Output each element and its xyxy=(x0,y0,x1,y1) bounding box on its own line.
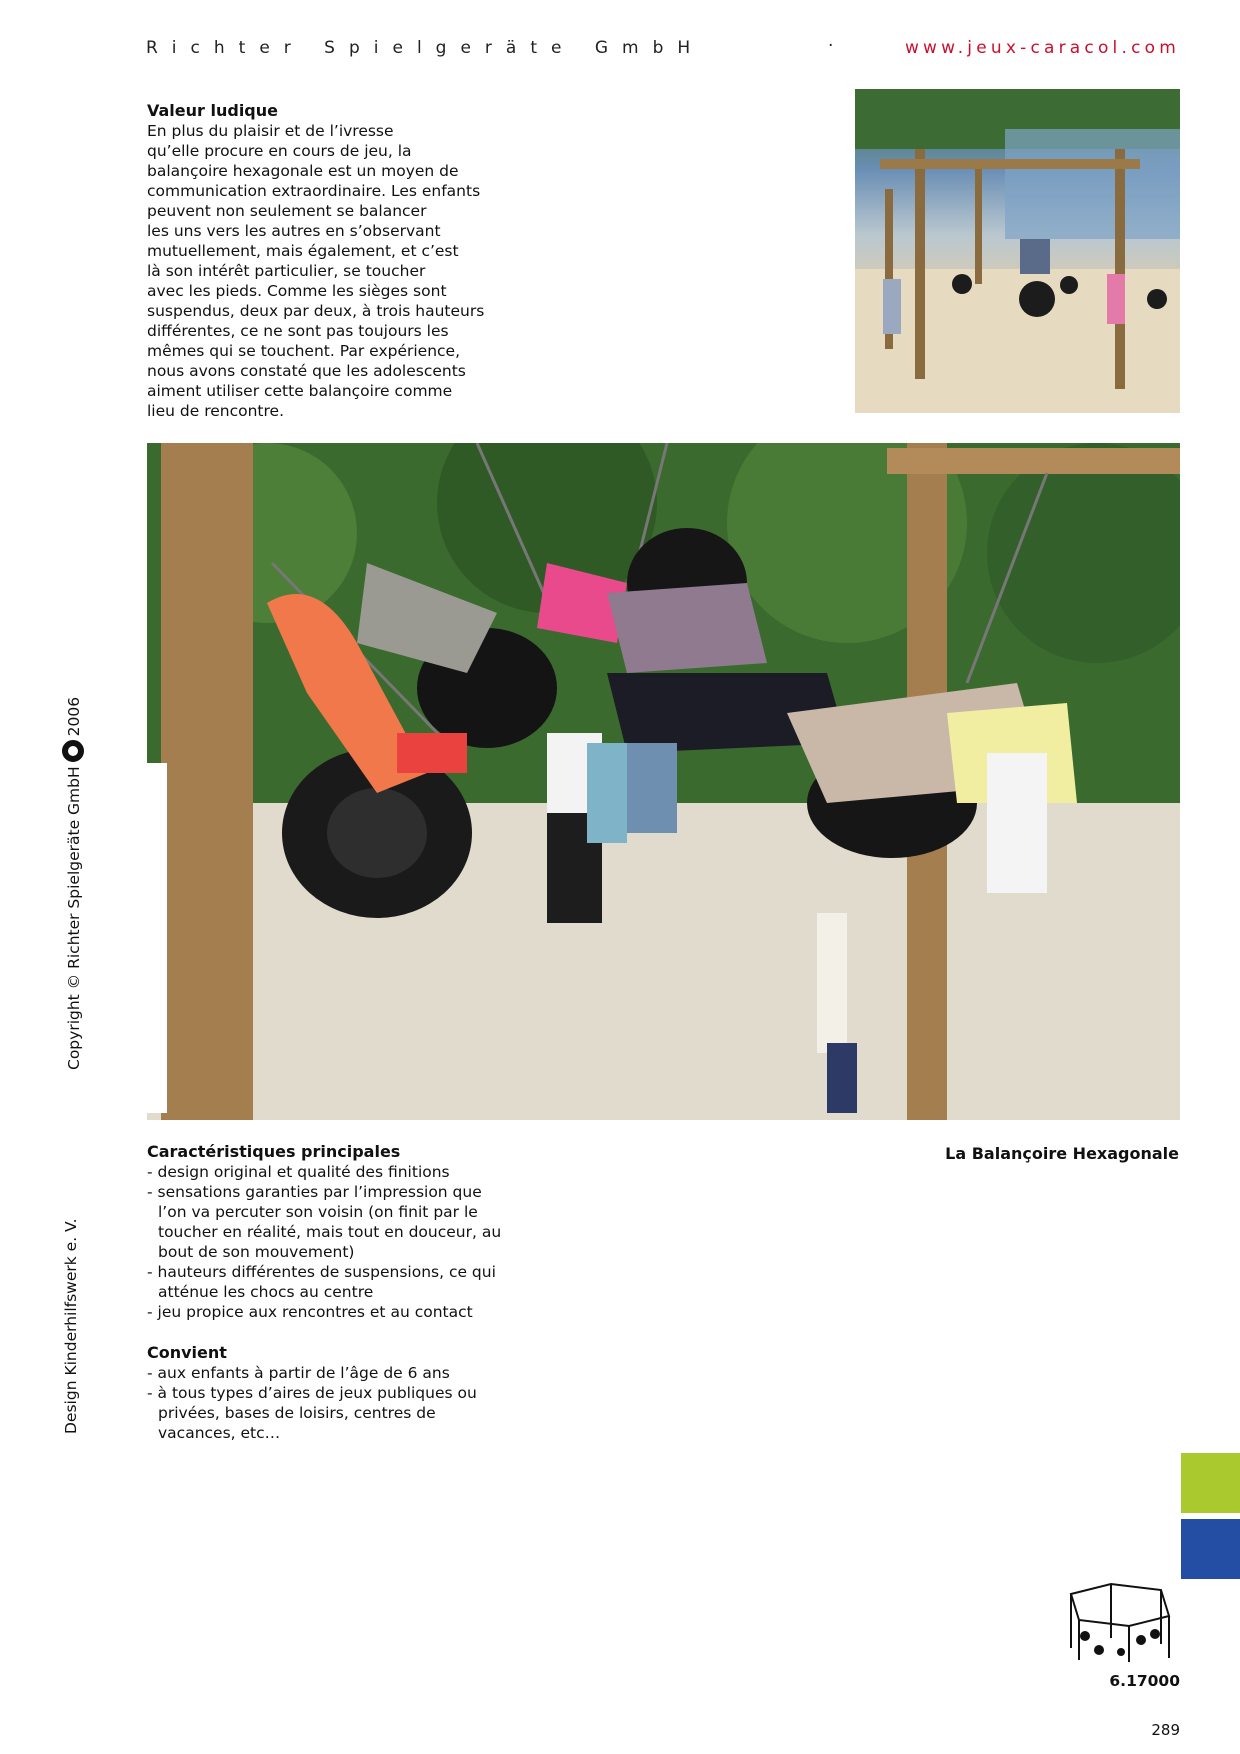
suitability-section xyxy=(147,1343,507,1443)
suitability-list xyxy=(147,1363,507,1443)
category-tab-green xyxy=(1181,1453,1240,1513)
product-code: 6.17000 xyxy=(1109,1672,1180,1690)
suitability-item: - à tous types d’aires de jeux publiques ou privées, bases de loisirs, centres de vacances, etc… xyxy=(147,1383,507,1443)
copyright-text: Copyright © Richter Spielgeräte GmbH xyxy=(65,766,83,1070)
copyright-year: 2006 xyxy=(65,696,83,737)
feature-item: - hauteurs différentes de suspensions, ce qui atténue les chocs au centre xyxy=(147,1262,507,1302)
feature-item: - design original et qualité des finitions xyxy=(147,1162,507,1182)
intro-section xyxy=(147,101,487,421)
copyright-notice xyxy=(62,697,84,1070)
features-section xyxy=(147,1142,507,1322)
page-number: 289 xyxy=(1151,1721,1180,1739)
design-credit: Design Kinderhilfswerk e. V. xyxy=(62,1218,80,1434)
intro-text: En plus du plaisir et de l’ivresse qu’elle procure en cours de jeu, la balançoire hexagonale est un moyen de communication extraordinaire. Les enfants peuvent non seulement se balancer les uns vers les autres en s’observant mutuellement, mais également, et c’est là son intérêt particulier, se toucher avec les pieds. Comme les sièges sont suspendus, deux par deux, à trois hauteurs différentes, ce ne sont pas toujours les mêmes qui se touchent. Par expérience, nous avons constaté que les adolescents aiment utiliser cette balançoire comme lieu de rencontre. xyxy=(147,122,485,420)
features-list xyxy=(147,1162,507,1322)
header-separator: · xyxy=(828,36,834,56)
website-link[interactable]: www.jeux-caracol.com xyxy=(904,38,1180,58)
category-tab-blue xyxy=(1181,1519,1240,1579)
playground-overview-photo xyxy=(855,89,1180,413)
company-name: Richter Spielgeräte GmbH xyxy=(146,38,705,58)
intro-heading: Valeur ludique xyxy=(147,101,278,120)
children-on-swing-photo xyxy=(147,443,1180,1120)
company-logo-icon xyxy=(62,740,84,762)
suitability-item: - aux enfants à partir de l’âge de 6 ans xyxy=(147,1363,507,1383)
features-heading: Caractéristiques principales xyxy=(147,1142,401,1161)
product-title: La Balançoire Hexagonale xyxy=(945,1144,1179,1163)
feature-item: - jeu propice aux rencontres et au contact xyxy=(147,1302,507,1322)
feature-item: - sensations garanties par l’impression que l’on va percuter son voisin (on finit par le toucher en réalité, mais tout en douceur, au bout de son mouvement) xyxy=(147,1182,507,1262)
suitability-heading: Convient xyxy=(147,1343,227,1362)
product-drawing-thumbnail xyxy=(1051,1576,1180,1664)
